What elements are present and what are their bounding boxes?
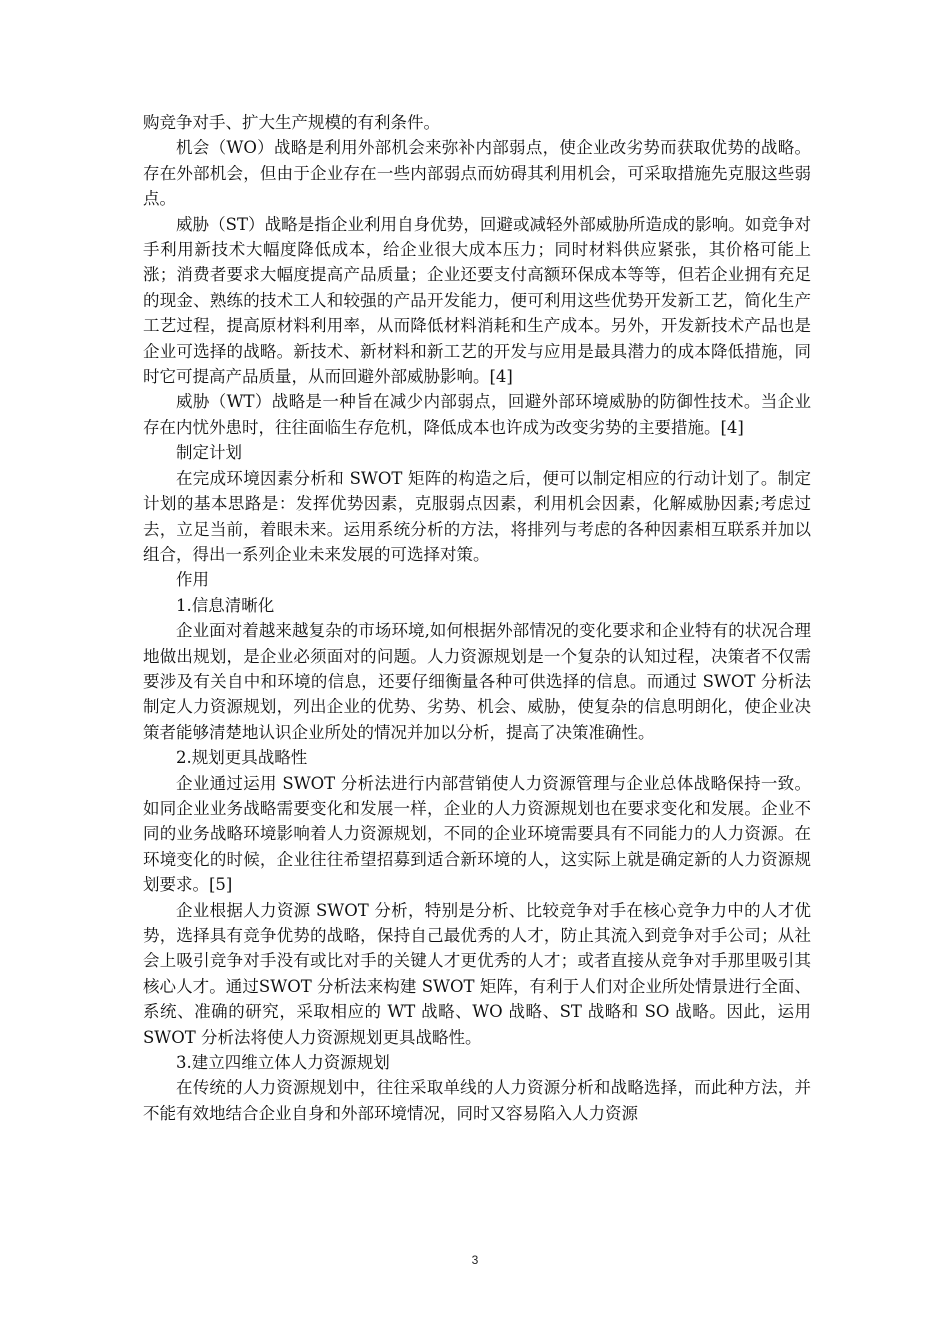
paragraph: 企业通过运用 SWOT 分析法进行内部营销使人力资源管理与企业总体战略保持一致。如同企业业务战略需要变化和发展一样，企业的人力资源规划也在要求变化和发展。企业不同的业务战略环境影响着人力资源规划，不同的企业环境需要具有不同能力的人力资源。在环境变化的时候，企业往往希望招募到适合新环境的人，这实际上就是确定新的人力资源规划要求。[5] bbox=[143, 773, 811, 895]
paragraph: 在传统的人力资源规划中，往往采取单线的人力资源分析和战略选择，而此种方法，并不能有效地结合企业自身和外部环境情况，同时又容易陷入人力资源 bbox=[143, 1078, 811, 1123]
section-heading: 制定计划 bbox=[176, 443, 242, 463]
paragraph: 在完成环境因素分析和 SWOT 矩阵的构造之后，便可以制定相应的行动计划了。制定计划的基本思路是：发挥优势因素，克服弱点因素，利用机会因素，化解威胁因素;考虑过去，立足当前，着眼未来。运用系统分析的方法，将排列与考虑的各种因素相互联系并加以组合，得出一系列企业未来发展的可选择对策。 bbox=[143, 468, 811, 564]
section-heading: 作用 bbox=[176, 570, 209, 590]
paragraph: 购竞争对手、扩大生产规模的有利条件。 bbox=[143, 113, 440, 132]
paragraph: 企业根据人力资源 SWOT 分析，特别是分析、比较竞争对手在核心竞争力中的人才优势，选择具有竞争优势的战略，保持自己最优秀的人才，防止其流入到竞争对手公司；从社会上吸引竞争对手没有或比对手的关键人才更优秀的人才；或者直接从竞争对手那里吸引其核心人才。通过SWOT 分析法来构建 SWOT 矩阵，有利于人们对企业所处情景进行全面、系统、准确的研究，采取相应的 WT 战略、WO 战略、ST 战略和 SO 战略。因此，运用 SWOT 分析法将使人力资源规划更具战略性。 bbox=[143, 900, 811, 1047]
subsection-heading: 3.建立四维立体人力资源规划 bbox=[176, 1053, 390, 1073]
subsection-heading: 1.信息清晰化 bbox=[176, 595, 275, 615]
paragraph: 威胁（ST）战略是指企业利用自身优势，回避或减轻外部威胁所造成的影响。如竞争对手利用新技术大幅度降低成本，给企业很大成本压力；同时材料供应紧张，其价格可能上涨；消费者要求大幅度提高产品质量；企业还要支付高额环保成本等等，但若企业拥有充足的现金、熟练的技术工人和较强的产品开发能力，便可利用这些优势开发新工艺，简化生产工艺过程，提高原材料利用率，从而降低材料消耗和生产成本。另外，开发新技术产品也是企业可选择的战略。新技术、新材料和新工艺的开发与应用是最具潜力的成本降低措施，同时它可提高产品质量，从而回避外部威胁影响。[4] bbox=[143, 214, 811, 387]
paragraph: 威胁（WT）战略是一种旨在减少内部弱点，回避外部环境威胁的防御性技术。当企业存在内忧外患时，往往面临生存危机，降低成本也许成为改变劣势的主要措施。[4] bbox=[143, 392, 811, 437]
page-body-text bbox=[143, 110, 811, 1126]
paragraph: 机会（WO）战略是利用外部机会来弥补内部弱点，使企业改劣势而获取优势的战略。存在外部机会，但由于企业存在一些内部弱点而妨碍其利用机会，可采取措施先克服这些弱点。 bbox=[143, 138, 811, 209]
page-number: 3 bbox=[471, 1253, 479, 1267]
subsection-heading: 2.规划更具战略性 bbox=[176, 748, 308, 768]
paragraph: 企业面对着越来越复杂的市场环境,如何根据外部情况的变化要求和企业特有的状况合理地做出规划，是企业必须面对的问题。人力资源规划是一个复杂的认知过程，决策者不仅需要涉及有关自中和环境的信息，还要仔细衡量各种可供选择的信息。而通过 SWOT 分析法制定人力资源规划，列出企业的优势、劣势、机会、威胁，使复杂的信息明朗化，使企业决策者能够清楚地认识企业所处的情况并加以分析，提高了决策准确性。 bbox=[143, 621, 811, 742]
